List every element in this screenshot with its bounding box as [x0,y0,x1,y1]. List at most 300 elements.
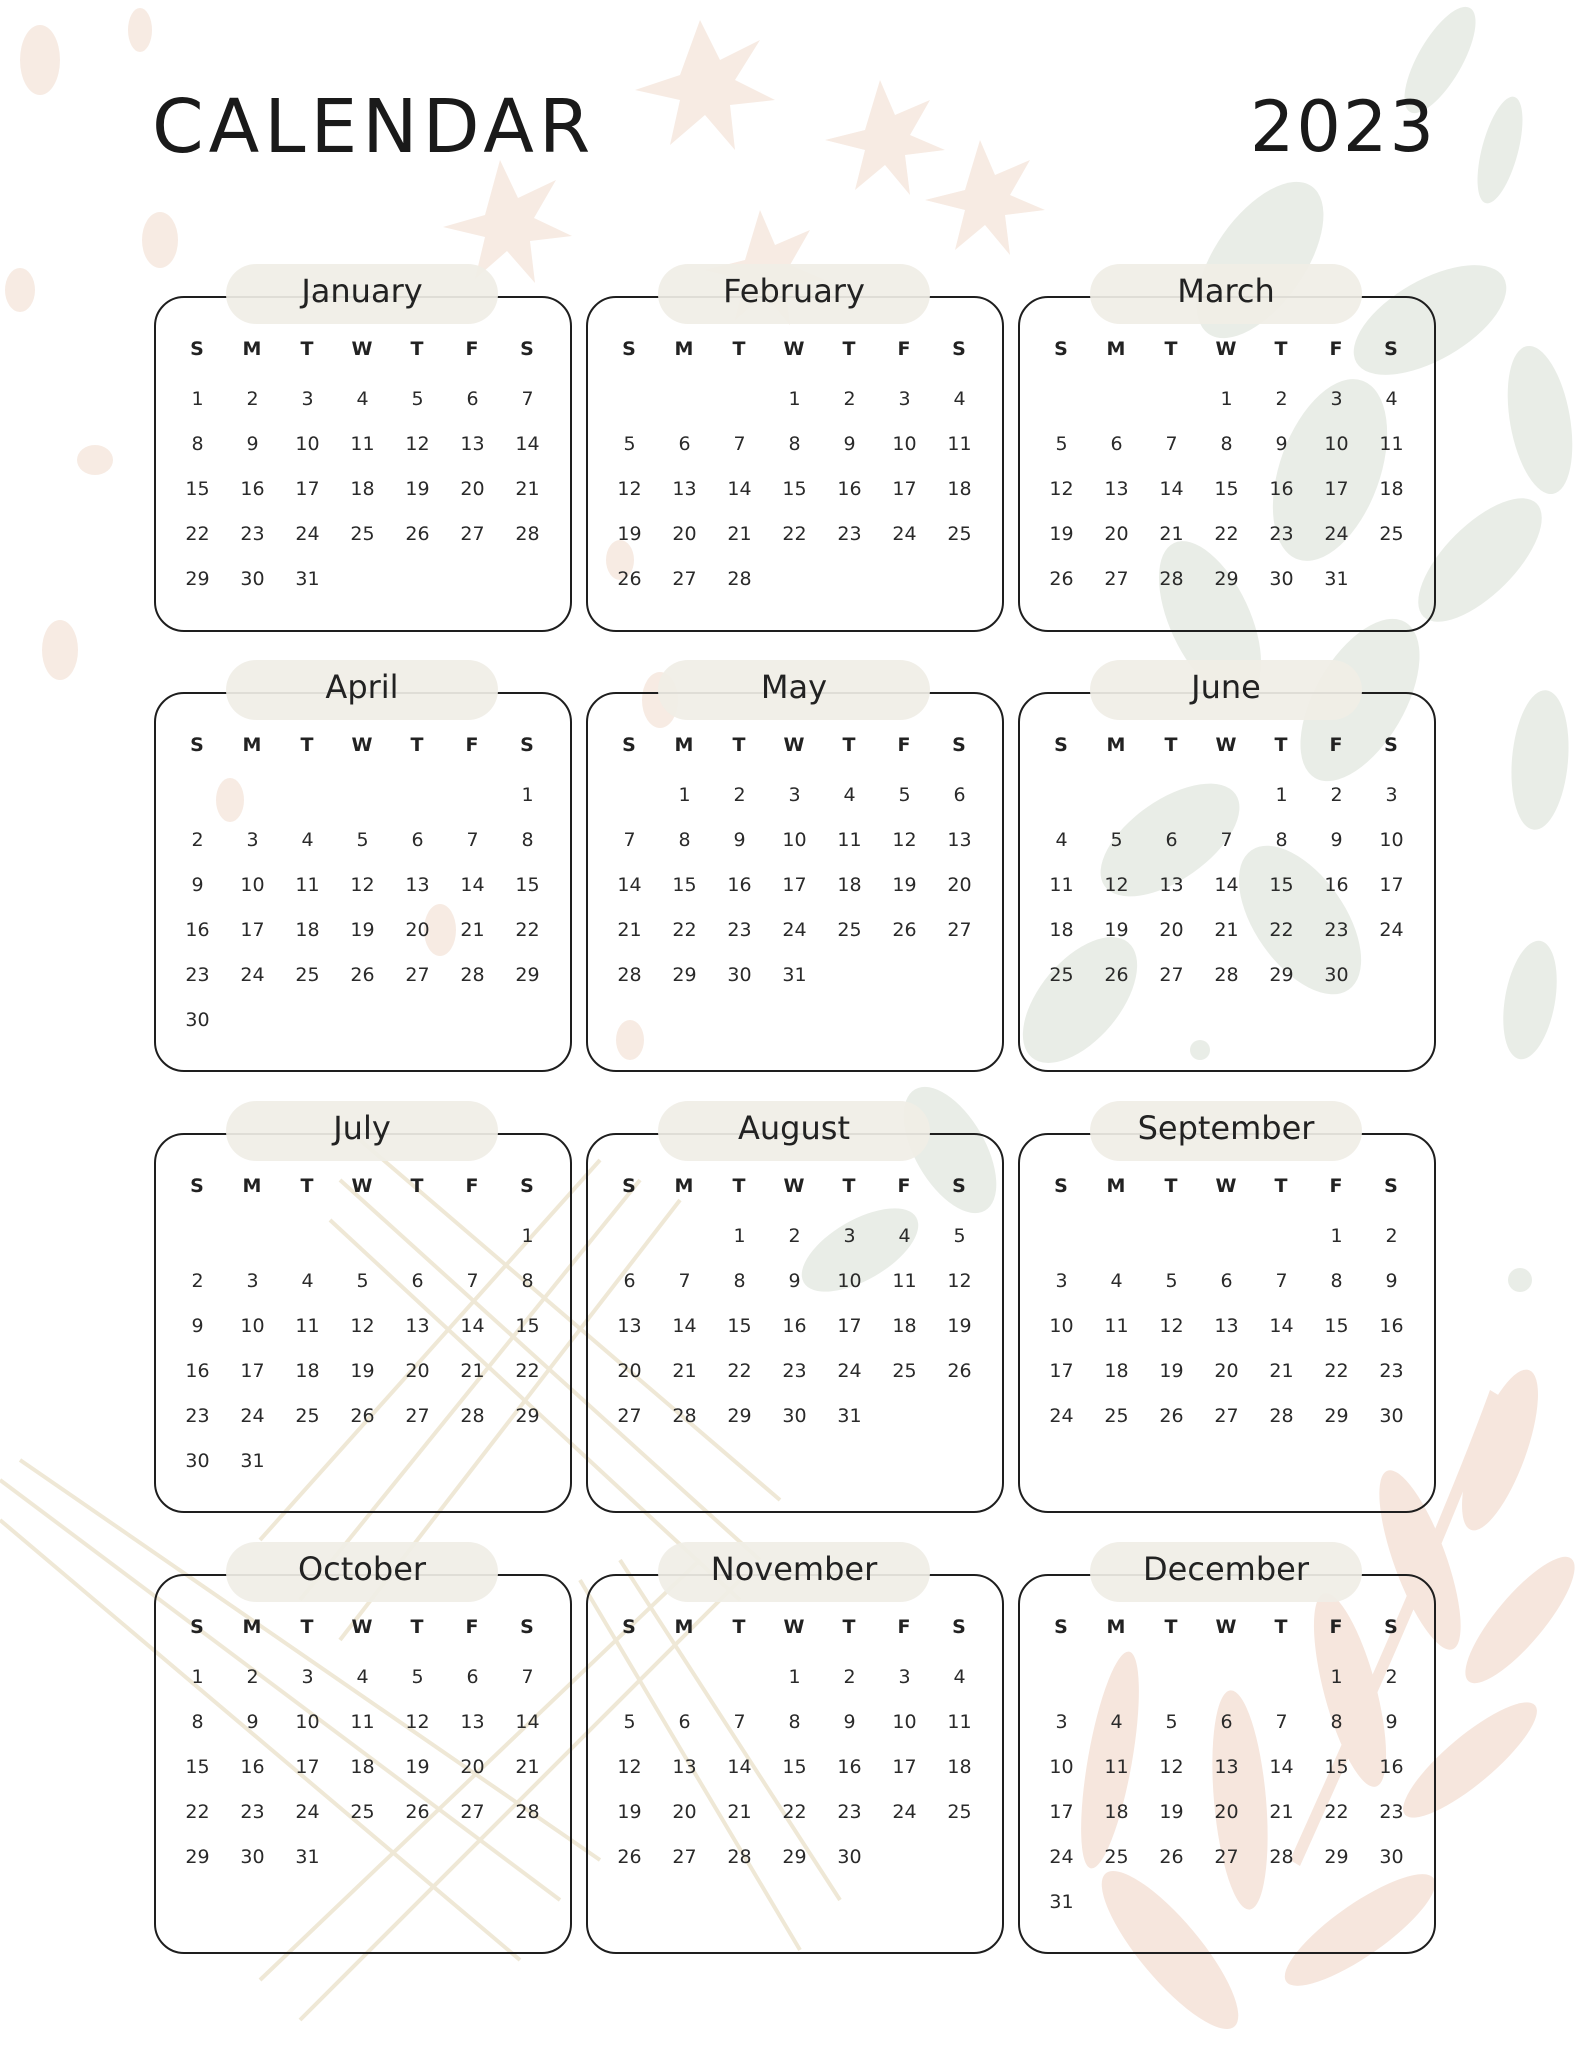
day-cell: 12 [617,478,642,500]
day-cell: 17 [1379,874,1404,896]
day-cell: 1 [191,1666,204,1688]
day-cell: 25 [892,1360,917,1382]
day-cell: 15 [1269,874,1294,896]
day-cell: 14 [1269,1756,1294,1778]
day-cell: 29 [1324,1846,1349,1868]
day-cell: 19 [617,523,642,545]
day-cell: 24 [240,964,265,986]
day-cell: 6 [1110,433,1123,455]
day-cell: 19 [892,874,917,896]
weekday-header: T [842,1175,857,1197]
day-cell: 7 [1275,1711,1288,1733]
day-cell: 23 [185,1405,210,1427]
day-cell: 13 [947,829,972,851]
day-cell: 23 [837,523,862,545]
day-cell: 3 [246,1270,259,1292]
day-cell: 16 [727,874,752,896]
day-cell: 18 [350,1756,375,1778]
day-cell: 28 [1269,1846,1294,1868]
day-cell: 22 [1324,1360,1349,1382]
weekday-header: T [300,1175,315,1197]
day-cell: 28 [460,1405,485,1427]
day-cell: 31 [1324,568,1349,590]
day-cell: 17 [240,919,265,941]
day-cell: 8 [678,829,691,851]
day-cell: 3 [246,829,259,851]
day-cell: 5 [898,784,911,806]
day-cell: 13 [1104,478,1129,500]
day-cell: 30 [727,964,752,986]
day-cell: 7 [466,1270,479,1292]
day-cell: 7 [521,388,534,410]
day-cell: 4 [1110,1711,1123,1733]
weekday-header: M [242,734,263,756]
day-cell: 4 [843,784,856,806]
weekday-header: F [1329,338,1344,360]
weekday-header: F [897,1616,912,1638]
weekday-header: T [1274,338,1289,360]
day-cell: 23 [727,919,752,941]
day-cell: 3 [1385,784,1398,806]
weekday-header: F [465,1616,480,1638]
day-cell: 15 [672,874,697,896]
day-cell: 25 [1104,1846,1129,1868]
day-cell: 26 [617,568,642,590]
day-cell: 4 [1055,829,1068,851]
weekday-header: T [842,734,857,756]
weekday-header: S [520,1175,535,1197]
day-cell: 21 [460,1360,485,1382]
weekday-header: T [410,1616,425,1638]
weekday-header: S [952,1175,967,1197]
day-cell: 18 [1379,478,1404,500]
day-cell: 23 [1324,919,1349,941]
day-cell: 1 [1330,1666,1343,1688]
day-cell: 7 [1220,829,1233,851]
day-cell: 22 [782,523,807,545]
day-cell: 18 [947,1756,972,1778]
weekday-header: T [842,1616,857,1638]
day-cell: 3 [1055,1711,1068,1733]
day-cell: 12 [350,874,375,896]
day-cell: 3 [301,1666,314,1688]
day-cell: 8 [1220,433,1233,455]
day-cell: 10 [295,433,320,455]
month-name: February [658,264,930,324]
weekday-header: F [1329,1616,1344,1638]
day-cell: 1 [1330,1225,1343,1247]
weekday-header: T [410,734,425,756]
day-cell: 22 [515,1360,540,1382]
weekday-header: S [1054,1175,1069,1197]
day-cell: 21 [460,919,485,941]
day-cell: 17 [295,478,320,500]
weekday-header: S [952,734,967,756]
day-cell: 21 [515,1756,540,1778]
day-cell: 14 [727,478,752,500]
day-cell: 17 [295,1756,320,1778]
day-cell: 5 [356,1270,369,1292]
day-cell: 14 [1269,1315,1294,1337]
weekday-header: F [465,338,480,360]
day-cell: 25 [837,919,862,941]
day-cell: 6 [1220,1270,1233,1292]
day-cell: 2 [843,1666,856,1688]
day-cell: 3 [301,388,314,410]
weekday-header: T [1164,1175,1179,1197]
day-cell: 16 [1269,478,1294,500]
day-cell: 24 [240,1405,265,1427]
day-cell: 2 [1275,388,1288,410]
day-cell: 22 [1269,919,1294,941]
day-cell: 22 [727,1360,752,1382]
day-cell: 7 [1275,1270,1288,1292]
day-cell: 20 [460,478,485,500]
day-cell: 21 [1269,1360,1294,1382]
day-cell: 20 [460,1756,485,1778]
day-cell: 20 [405,919,430,941]
day-cell: 25 [1104,1405,1129,1427]
day-cell: 5 [1165,1270,1178,1292]
day-cell: 19 [405,1756,430,1778]
weekday-header: S [1384,1616,1399,1638]
day-cell: 21 [1159,523,1184,545]
day-cell: 14 [617,874,642,896]
weekday-header: T [1164,1616,1179,1638]
day-cell: 11 [295,1315,320,1337]
day-cell: 8 [1330,1711,1343,1733]
weekday-header: F [1329,734,1344,756]
day-cell: 3 [843,1225,856,1247]
day-cell: 11 [1104,1315,1129,1337]
day-cell: 14 [727,1756,752,1778]
day-cell: 10 [1049,1756,1074,1778]
day-cell: 22 [672,919,697,941]
day-cell: 19 [1159,1360,1184,1382]
day-cell: 20 [947,874,972,896]
day-cell: 17 [240,1360,265,1382]
weekday-header: M [674,1616,695,1638]
day-cell: 2 [1385,1225,1398,1247]
day-cell: 24 [837,1360,862,1382]
day-cell: 15 [515,1315,540,1337]
day-cell: 15 [782,478,807,500]
day-cell: 25 [295,964,320,986]
day-cell: 2 [246,1666,259,1688]
month-name: August [658,1101,930,1161]
day-cell: 18 [1104,1360,1129,1382]
day-cell: 5 [1110,829,1123,851]
weekday-header: W [1215,1175,1238,1197]
day-cell: 6 [411,829,424,851]
day-cell: 22 [782,1801,807,1823]
day-cell: 9 [1385,1711,1398,1733]
weekday-header: W [783,734,806,756]
day-cell: 24 [892,523,917,545]
day-cell: 21 [672,1360,697,1382]
weekday-header: M [242,1175,263,1197]
weekday-header: S [1384,734,1399,756]
day-cell: 16 [1379,1756,1404,1778]
day-cell: 18 [892,1315,917,1337]
day-cell: 8 [191,1711,204,1733]
day-cell: 23 [837,1801,862,1823]
day-cell: 14 [460,1315,485,1337]
day-cell: 4 [953,1666,966,1688]
day-cell: 12 [350,1315,375,1337]
day-cell: 4 [898,1225,911,1247]
day-cell: 16 [1324,874,1349,896]
day-cell: 21 [1214,919,1239,941]
day-cell: 29 [515,1405,540,1427]
weekday-header: W [783,1616,806,1638]
weekday-header: F [897,734,912,756]
day-cell: 16 [240,1756,265,1778]
day-cell: 5 [1165,1711,1178,1733]
day-cell: 17 [892,478,917,500]
day-cell: 12 [1104,874,1129,896]
day-cell: 18 [947,478,972,500]
day-cell: 4 [953,388,966,410]
day-cell: 25 [350,523,375,545]
weekday-header: F [897,1175,912,1197]
day-cell: 6 [411,1270,424,1292]
day-cell: 24 [295,523,320,545]
day-cell: 12 [892,829,917,851]
day-cell: 13 [1214,1315,1239,1337]
day-cell: 5 [411,388,424,410]
day-cell: 2 [788,1225,801,1247]
day-cell: 24 [295,1801,320,1823]
day-cell: 17 [1049,1360,1074,1382]
day-cell: 17 [837,1315,862,1337]
weekday-header: S [190,734,205,756]
day-cell: 24 [1324,523,1349,545]
day-cell: 30 [1269,568,1294,590]
day-cell: 6 [623,1270,636,1292]
weekday-header: S [1384,1175,1399,1197]
day-cell: 11 [295,874,320,896]
day-cell: 18 [295,919,320,941]
weekday-header: T [300,1616,315,1638]
day-cell: 1 [521,784,534,806]
day-cell: 5 [356,829,369,851]
day-cell: 23 [185,964,210,986]
weekday-header: W [1215,1616,1238,1638]
day-cell: 6 [678,1711,691,1733]
month-name: October [226,1542,498,1602]
day-cell: 5 [1055,433,1068,455]
day-cell: 22 [185,523,210,545]
weekday-header: F [465,734,480,756]
day-cell: 4 [356,1666,369,1688]
day-cell: 6 [466,388,479,410]
day-cell: 22 [1324,1801,1349,1823]
day-cell: 10 [240,874,265,896]
day-cell: 26 [1159,1846,1184,1868]
day-cell: 3 [788,784,801,806]
month-name: April [226,660,498,720]
day-cell: 4 [1385,388,1398,410]
weekday-header: S [520,338,535,360]
day-cell: 31 [295,568,320,590]
day-cell: 15 [782,1756,807,1778]
day-cell: 13 [1214,1756,1239,1778]
day-cell: 27 [1214,1846,1239,1868]
day-cell: 21 [617,919,642,941]
day-cell: 31 [837,1405,862,1427]
day-cell: 26 [350,964,375,986]
day-cell: 23 [1379,1801,1404,1823]
day-cell: 7 [466,829,479,851]
day-cell: 13 [405,874,430,896]
day-cell: 20 [1159,919,1184,941]
weekday-header: M [1106,338,1127,360]
day-cell: 9 [788,1270,801,1292]
weekday-header: S [952,1616,967,1638]
day-cell: 30 [240,568,265,590]
day-cell: 25 [1379,523,1404,545]
day-cell: 29 [672,964,697,986]
day-cell: 19 [405,478,430,500]
weekday-header: W [351,1175,374,1197]
day-cell: 14 [672,1315,697,1337]
day-cell: 26 [405,1801,430,1823]
day-cell: 2 [191,829,204,851]
day-cell: 27 [460,523,485,545]
day-cell: 29 [727,1405,752,1427]
day-cell: 1 [521,1225,534,1247]
day-cell: 2 [191,1270,204,1292]
day-cell: 28 [515,1801,540,1823]
day-cell: 28 [460,964,485,986]
day-cell: 1 [733,1225,746,1247]
day-cell: 28 [672,1405,697,1427]
day-cell: 16 [185,919,210,941]
day-cell: 20 [1214,1360,1239,1382]
day-cell: 14 [515,1711,540,1733]
weekday-header: T [300,338,315,360]
day-cell: 19 [350,1360,375,1382]
day-cell: 8 [521,829,534,851]
weekday-header: S [520,734,535,756]
weekday-header: T [410,338,425,360]
day-cell: 24 [782,919,807,941]
weekday-header: W [783,338,806,360]
day-cell: 13 [460,1711,485,1733]
day-cell: 17 [1324,478,1349,500]
day-cell: 28 [1269,1405,1294,1427]
day-cell: 13 [1159,874,1184,896]
page-title: CALENDAR [152,84,596,170]
day-cell: 8 [788,1711,801,1733]
day-cell: 26 [892,919,917,941]
day-cell: 16 [837,1756,862,1778]
day-cell: 16 [782,1315,807,1337]
day-cell: 4 [356,388,369,410]
day-cell: 22 [515,919,540,941]
day-cell: 9 [246,433,259,455]
day-cell: 9 [733,829,746,851]
day-cell: 6 [953,784,966,806]
day-cell: 23 [1269,523,1294,545]
day-cell: 30 [185,1009,210,1031]
day-cell: 20 [617,1360,642,1382]
day-cell: 25 [947,523,972,545]
day-cell: 26 [405,523,430,545]
day-cell: 13 [672,1756,697,1778]
day-cell: 27 [947,919,972,941]
weekday-header: T [300,734,315,756]
day-cell: 23 [240,1801,265,1823]
day-cell: 30 [185,1450,210,1472]
weekday-header: M [242,1616,263,1638]
day-cell: 6 [466,1666,479,1688]
day-cell: 8 [1275,829,1288,851]
day-cell: 24 [1049,1846,1074,1868]
day-cell: 7 [733,433,746,455]
weekday-header: W [351,734,374,756]
day-cell: 30 [240,1846,265,1868]
day-cell: 20 [1214,1801,1239,1823]
day-cell: 30 [782,1405,807,1427]
day-cell: 5 [623,433,636,455]
day-cell: 12 [405,1711,430,1733]
day-cell: 13 [617,1315,642,1337]
day-cell: 10 [1379,829,1404,851]
weekday-header: M [1106,734,1127,756]
day-cell: 23 [782,1360,807,1382]
weekday-header: W [783,1175,806,1197]
day-cell: 27 [405,964,430,986]
month-name: January [226,264,498,324]
day-cell: 25 [947,1801,972,1823]
day-cell: 31 [1049,1891,1074,1913]
day-cell: 28 [1159,568,1184,590]
day-cell: 30 [837,1846,862,1868]
day-cell: 18 [837,874,862,896]
weekday-header: F [897,338,912,360]
day-cell: 14 [460,874,485,896]
day-cell: 19 [1049,523,1074,545]
day-cell: 12 [1159,1756,1184,1778]
day-cell: 27 [405,1405,430,1427]
day-cell: 21 [515,478,540,500]
day-cell: 11 [350,1711,375,1733]
day-cell: 21 [727,523,752,545]
weekday-header: S [1384,338,1399,360]
day-cell: 4 [1110,1270,1123,1292]
day-cell: 2 [246,388,259,410]
day-cell: 27 [1159,964,1184,986]
day-cell: 5 [953,1225,966,1247]
day-cell: 26 [1049,568,1074,590]
weekday-header: T [732,1616,747,1638]
day-cell: 18 [350,478,375,500]
weekday-header: S [1054,734,1069,756]
day-cell: 9 [191,1315,204,1337]
weekday-header: S [622,1616,637,1638]
day-cell: 27 [672,1846,697,1868]
day-cell: 1 [191,388,204,410]
day-cell: 15 [185,478,210,500]
day-cell: 15 [1214,478,1239,500]
weekday-header: S [190,1175,205,1197]
day-cell: 10 [240,1315,265,1337]
day-cell: 31 [782,964,807,986]
day-cell: 5 [623,1711,636,1733]
day-cell: 6 [1220,1711,1233,1733]
